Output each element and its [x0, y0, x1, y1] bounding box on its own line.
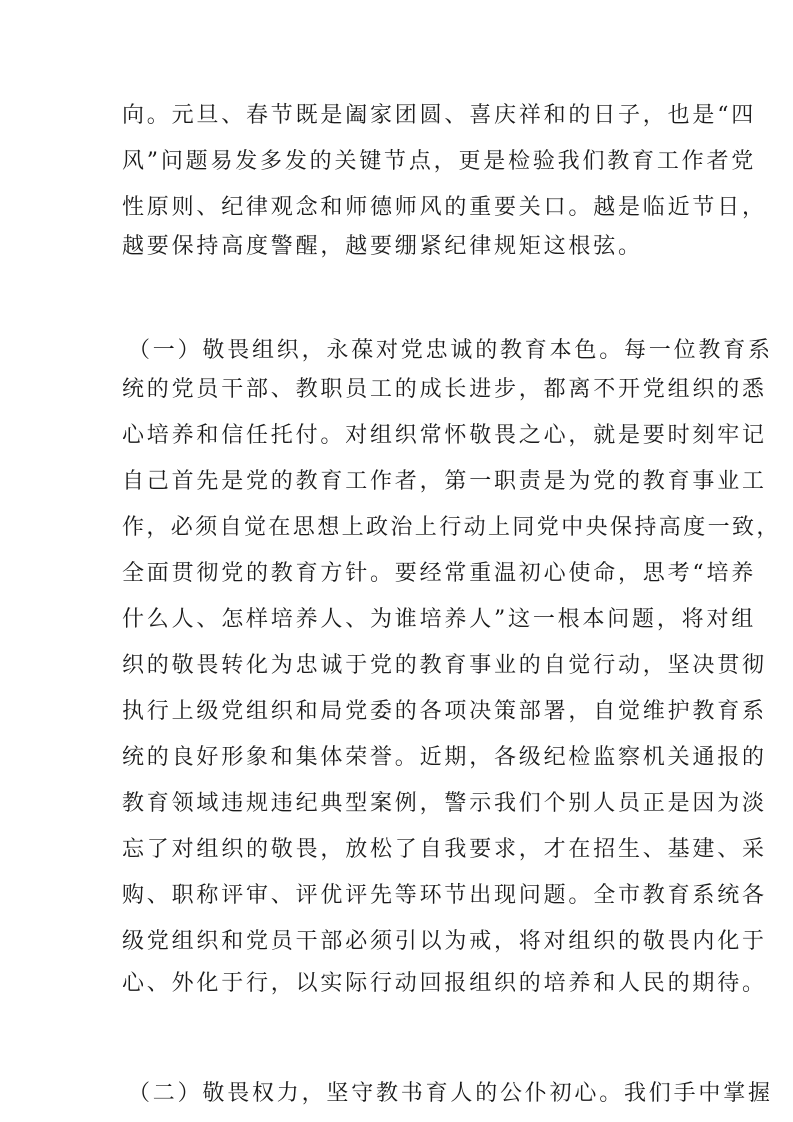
text-line: 织的敬畏转化为忠诚于党的教育事业的自觉行动，坚决贯彻: [122, 653, 767, 678]
text-line: 全面贯彻党的教育方针。要经常重温初心使命，思考“培养: [122, 561, 757, 586]
text-line: 购、职称评审、评优评先等环节出现问题。全市教育系统各: [122, 883, 767, 908]
text-line: 越要保持高度警醒，越要绷紧纪律规矩这根弦。: [122, 234, 643, 259]
text-line: 什么人、怎样培养人、为谁培养人”这一根本问题，将对组: [122, 607, 757, 632]
section-heading-line: （一）敬畏组织，永葆对党忠诚的教育本色。每一位教育系: [128, 338, 773, 363]
text-line: 向。元旦、春节既是阖家团圆、喜庆祥和的日子，也是“四: [122, 103, 757, 128]
text-line: 教育领域违规违纪典型案例，警示我们个别人员正是因为淡: [122, 791, 767, 816]
text-line: 自己首先是党的教育工作者，第一职责是为党的教育事业工: [122, 469, 767, 494]
text-line: 执行上级党组织和局党委的各项决策部署，自觉维护教育系: [122, 699, 767, 724]
text-line: 风”问题易发多发的关键节点，更是检验我们教育工作者党: [122, 149, 757, 174]
section-heading-line: （二）敬畏权力，坚守教书育人的公仆初心。我们手中掌握: [128, 1081, 773, 1106]
text-line: 心培养和信任托付。对组织常怀敬畏之心，就是要时刻牢记: [122, 423, 767, 448]
text-line: 作，必须自觉在思想上政治上行动上同党中央保持高度一致，: [122, 515, 781, 540]
text-line: 统的党员干部、教职员工的成长进步，都离不开党组织的悉: [122, 377, 767, 402]
text-line: 忘了对组织的敬畏，放松了自我要求，才在招生、基建、采: [122, 837, 767, 862]
text-line: 级党组织和党员干部必须引以为戒，将对组织的敬畏内化于: [122, 929, 767, 954]
text-line: 性原则、纪律观念和师德师风的重要关口。越是临近节日，: [122, 195, 767, 220]
text-line: 心、外化于行，以实际行动回报组织的培养和人民的期待。: [122, 971, 767, 996]
text-line: 统的良好形象和集体荣誉。近期，各级纪检监察机关通报的: [122, 745, 767, 770]
